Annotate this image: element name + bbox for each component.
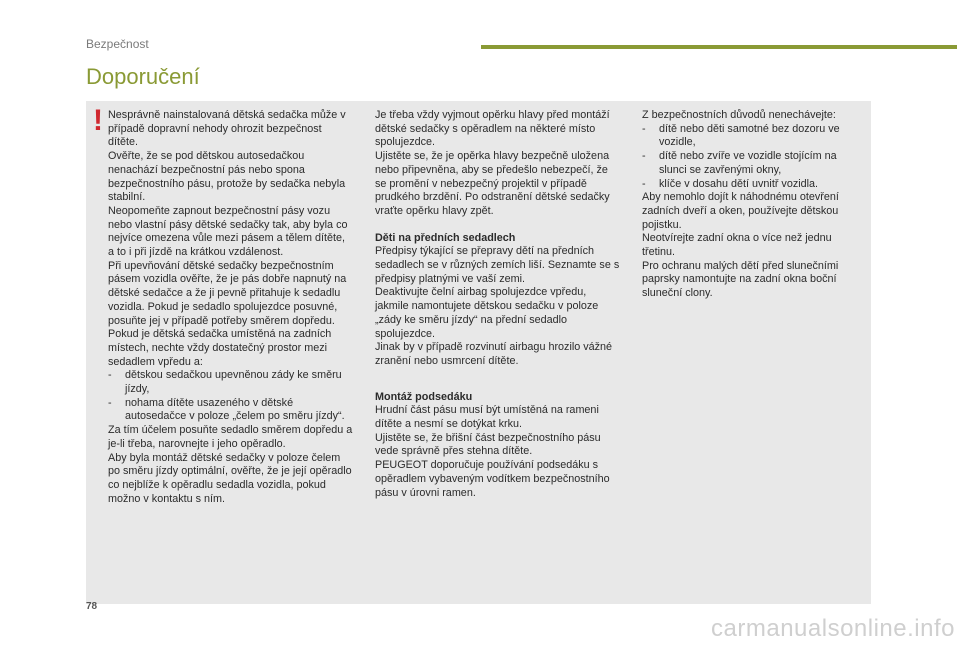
list-item: - klíče v dosahu dětí uvnitř vozidla. — [642, 178, 864, 192]
paragraph: Hrudní část pásu musí být umístěná na rameni dítěte a nesmí se dotýkat krku. — [375, 404, 599, 431]
dash-list — [642, 123, 864, 192]
section-bar — [481, 45, 957, 49]
list-item: - dítě nebo zvíře ve vozidle stojícím na slunci se zavřenými okny, — [642, 150, 864, 177]
paragraph: Aby nemohlo dojít k náhodnému otevření zadních dveří a oken, používejte dětskou pojistku. — [642, 191, 839, 231]
list-item: - dítě nebo děti samotné bez dozoru ve vozidle, — [642, 123, 864, 150]
subheading-booster-seat: Montáž podsedáku — [375, 390, 473, 403]
paragraph: Předpisy týkající se přepravy dětí na předních sedadlech se v různých zemích liší. Seznamte se s předpisy platnými ve vaší zemi. — [375, 245, 620, 285]
paragraph: Při upevňování dětské sedačky bezpečnostním pásem vozidla ověřte, že je pás dobře napnutý na dětské sedačce a že ji pevně přitahuje k sedadlu vozidla. Pokud je sedadlo spolujezdce posuvné, posuňte jej v případě potřeby směrem dopředu. — [108, 259, 347, 327]
page-number: 78 — [86, 601, 98, 612]
section-label: Bezpečnost — [86, 37, 149, 51]
column-3 — [642, 109, 864, 301]
paragraph: Aby byla montáž dětské sedačky v poloze čelem po směru jízdy optimální, ověřte, že je její opěradlo co nejblíže k opěradlu sedadla vozidla, pokud možno v kontaktu s ním. — [108, 451, 352, 505]
warning-icon: ! — [93, 104, 103, 137]
column-1 — [108, 109, 353, 506]
list-item: - dětskou sedačkou upevněnou zády ke směru jízdy, — [108, 369, 353, 396]
paragraph: Neopomeňte zapnout bezpečnostní pásy vozu nebo vlastní pásy dětské sedačky tak, aby byla co nejvíce omezena vůle mezi pásem a tělem dítěte, a to i při jízdě na krátkou vzdálenost. — [108, 204, 348, 259]
paragraph: Je třeba vždy vyjmout opěrku hlavy před montáží dětské sedačky s opěradlem na některé místo spolujezdce. — [375, 109, 610, 149]
paragraph: Pokud je dětská sedačka umístěná na zadních místech, nechte vždy dostatečný prostor mezi sedadlem vpředu a: — [108, 328, 332, 368]
column-2 — [375, 109, 620, 500]
subheading-front-seats: Děti na předních sedadlech — [375, 231, 516, 244]
dash-list — [108, 369, 353, 424]
watermark: carmanualsonline.info — [711, 615, 955, 642]
paragraph: Za tím účelem posuňte sedadlo směrem dopředu a je-li třeba, narovnejte i jeho opěradlo. — [108, 424, 353, 450]
paragraph: Pro ochranu malých dětí před slunečními paprsky namontujte na zadní okna boční sluneční clony. — [642, 259, 839, 300]
paragraph: Ověřte, že se pod dětskou autosedačkou nenachází bezpečnostní pás nebo spona bezpečnostního pásu, protože by sedačka nebyla stabilní. — [108, 150, 346, 204]
paragraph: Ujistěte se, že břišní část bezpečnostního pásu vede správně přes stehna dítěte. — [375, 431, 601, 458]
paragraph: Ujistěte se, že je opěrka hlavy bezpečně uložena nebo připevněna, aby se předešlo nebezpečí, že se promění v nebezpečný projektil v případě prudkého brzdění. Po odstranění dětské sedačky vraťte opěrku hlavy zpět. — [375, 150, 610, 217]
paragraph: Z bezpečnostních důvodů nenechávejte: — [642, 109, 836, 121]
paragraph: Neotvírejte zadní okna o více než jednu třetinu. — [642, 232, 832, 259]
page-title: Doporučení — [86, 64, 200, 89]
paragraph: Jinak by v případě rozvinutí airbagu hrozilo vážné zranění nebo usmrcení dítěte. — [375, 341, 613, 367]
paragraph: Deaktivujte čelní airbag spolujezdce vpředu, jakmile namontujete dětskou sedačku v poloze „zády ke směru jízdy“ na přední sedadlo spolujezdce. — [375, 286, 599, 340]
paragraph: Nesprávně nainstalovaná dětská sedačka může v případě dopravní nehody ohrozit bezpečnost dítěte. — [108, 109, 346, 149]
list-item: - nohama dítěte usazeného v dětské autosedačce v poloze „čelem po směru jízdy“. — [108, 397, 353, 424]
paragraph: PEUGEOT doporučuje používání podsedáku s opěradlem vybaveným vodítkem bezpečnostního pásu v úrovni ramen. — [375, 459, 610, 499]
